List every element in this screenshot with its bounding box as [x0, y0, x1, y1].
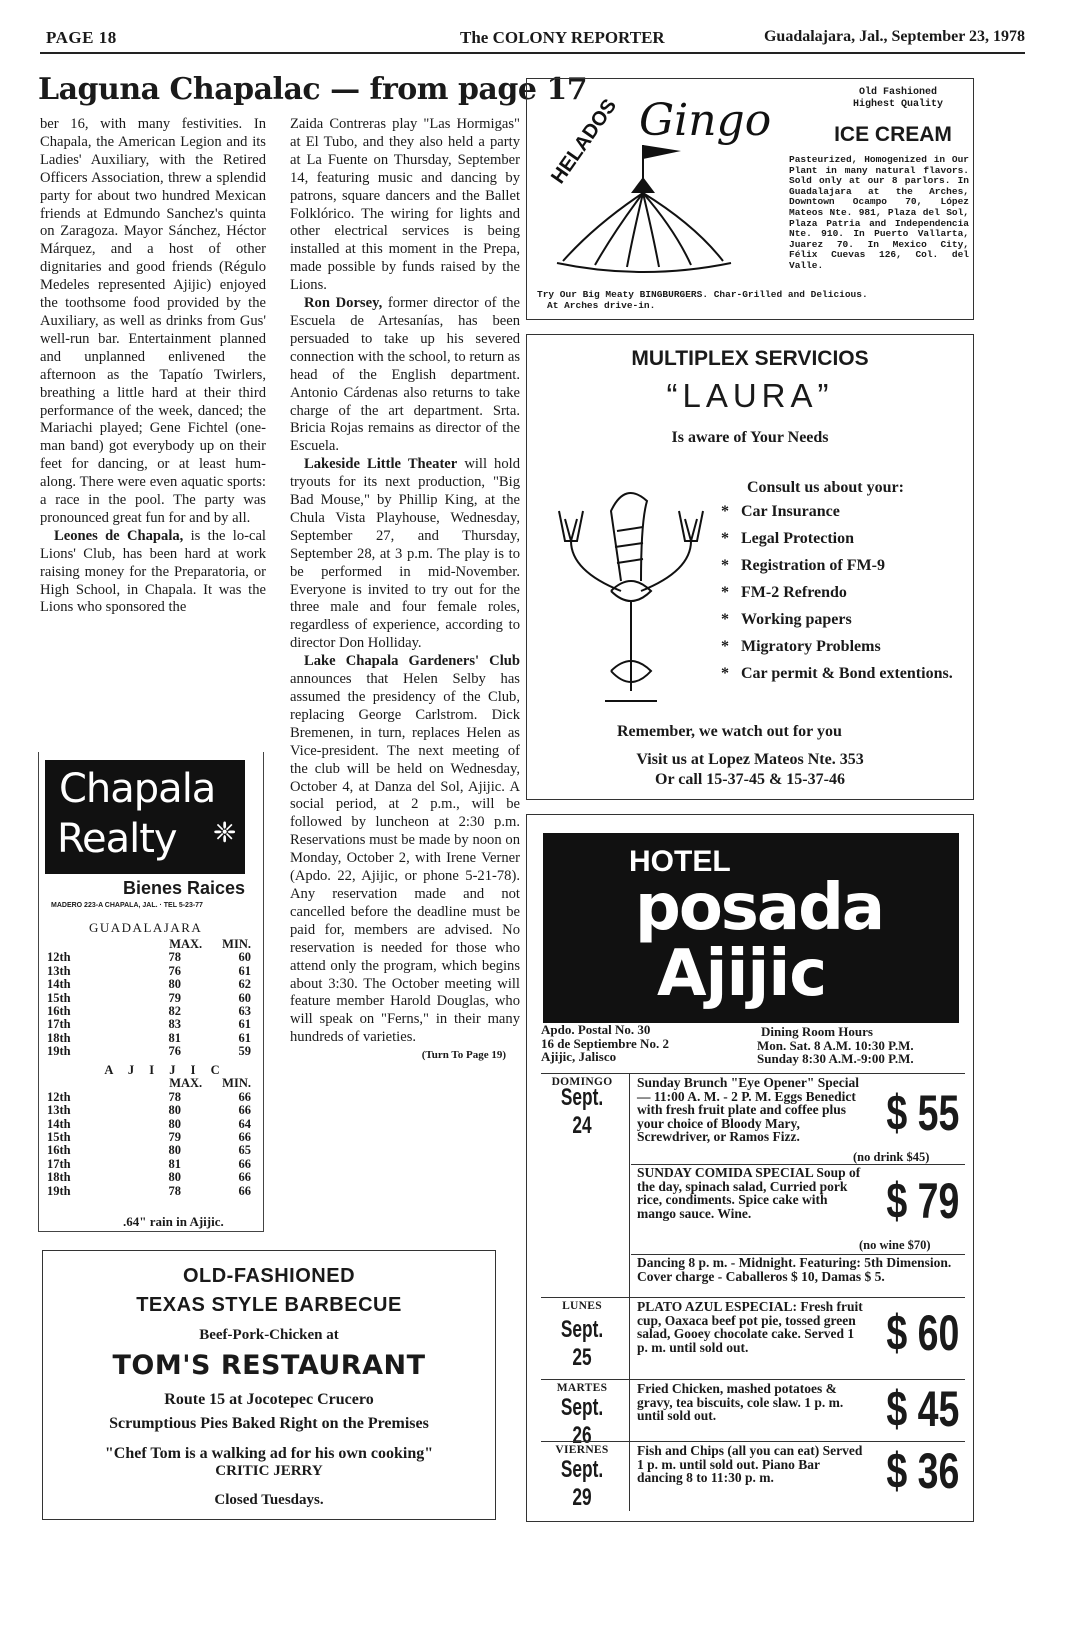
service-label: Migratory Problems	[741, 638, 881, 655]
menu-divider	[629, 1298, 630, 1379]
min-label: MIN.	[222, 1076, 251, 1091]
multiplex-call: Or call 15-37-45 & 15-37-46	[655, 771, 845, 788]
service-item	[721, 557, 971, 575]
torch-emblem-icon	[551, 471, 711, 711]
ice-cream-title: ICE CREAM	[834, 123, 952, 146]
weather-day: 16th	[47, 1143, 71, 1158]
weather-row	[47, 951, 253, 964]
weather-row	[47, 1104, 253, 1117]
comida-price: $ 79	[886, 1173, 959, 1229]
hotel-hours	[757, 1025, 914, 1066]
weather-day: 15th	[47, 990, 71, 1005]
hotel-address-line: 16 de Septiembre No. 2	[541, 1035, 669, 1051]
weather-max: 82	[168, 1004, 181, 1019]
weather-table-ajijic	[47, 1064, 253, 1198]
weather-day: 17th	[47, 1156, 71, 1171]
weather-min: 66	[238, 1130, 251, 1145]
article-column-2	[290, 116, 520, 1065]
hotel-address	[541, 1023, 669, 1064]
weather-min: 60	[238, 950, 251, 965]
service-item	[721, 530, 971, 548]
realty-star-icon: ❈	[213, 816, 237, 849]
weather-row	[47, 1171, 253, 1184]
monday-text: PLATO AZUL ESPECIAL: Fresh fruit cup, Oaxaca beef pot pie, tossed green salad, Gooey chocolate cake. Served 1 p. m. until sold out.	[637, 1299, 863, 1355]
weather-max: 80	[168, 977, 181, 992]
dancing-text: Dancing 8 p. m. - Midnight. Featuring: 5th Dimension. Cover charge - Caballeros $ 10, Damas $ 5.	[637, 1255, 952, 1284]
ice-cream-footer	[537, 289, 967, 311]
comida-text: SUNDAY COMIDA SPECIAL Soup of the day, spinach salad, Curried pork rice, condiments. Spice cake with mango sauce. Wine.	[637, 1165, 861, 1221]
hotel-logo-line1: HOTEL	[629, 845, 731, 878]
paragraph-body: former director of the Escuela de Artesanías, has been persuaded to take up his severed connection with the school, to return as head of the English department. Antonio Cárdenas also returns to take charge of the art department. Srta. Bricia Rojas remains as director of the Escuela.	[290, 295, 520, 455]
weather-rows	[47, 951, 253, 1058]
article-paragraph	[40, 528, 266, 618]
service-item	[721, 503, 971, 521]
menu-day: DOMINGO	[551, 1076, 613, 1088]
menu-day: VIERNES	[555, 1444, 609, 1456]
weather-header	[47, 938, 253, 951]
weather-max: 78	[168, 1089, 181, 1104]
service-label: Legal Protection	[741, 530, 855, 547]
article-paragraph	[290, 295, 520, 456]
weather-city-guadalajara: GUADALAJARA	[89, 920, 203, 935]
realty-logo-line1: Chapala	[59, 766, 216, 812]
menu-date: Sept. 26	[560, 1394, 604, 1449]
service-label: Working papers	[741, 611, 852, 628]
asterisk-icon: *	[721, 503, 729, 520]
paragraph-lead: Lake Chapala Gardeners' Club	[304, 653, 520, 670]
article-paragraph	[290, 653, 520, 1047]
weather-min: 66	[238, 1170, 251, 1185]
ice-foot-line: Try Our Big Meaty BINGBURGERS. Char-Grilled and Delicious.	[537, 289, 868, 300]
weather-row	[47, 1032, 253, 1045]
weather-row	[47, 1185, 253, 1198]
helados-logo-icon	[535, 85, 785, 285]
svg-text:HELADOS: HELADOS	[547, 95, 622, 188]
ice-cream-ad	[526, 78, 974, 320]
page-number: PAGE 18	[46, 28, 117, 47]
weather-min: 65	[238, 1143, 251, 1158]
weather-min: 60	[238, 990, 251, 1005]
weather-max: 80	[168, 1170, 181, 1185]
service-item	[721, 584, 971, 602]
weather-min: 64	[238, 1116, 251, 1131]
weather-min: 66	[238, 1156, 251, 1171]
service-label: Car permit & Bond extentions.	[741, 665, 953, 682]
weather-min: 61	[238, 1030, 251, 1045]
ice-old-fashioned	[823, 87, 973, 111]
menu-day: MARTES	[556, 1382, 608, 1394]
weather-day: 18th	[47, 1030, 71, 1045]
weather-max: 76	[168, 963, 181, 978]
hotel-address-line: Ajijic, Jalisco	[541, 1049, 617, 1064]
weather-day: 12th	[47, 950, 71, 965]
asterisk-icon: *	[721, 584, 729, 601]
weather-city-ajijic: A J I J I C	[104, 1063, 226, 1077]
hotel-posada-ad	[526, 814, 974, 1522]
weather-min: 63	[238, 1004, 251, 1019]
hotel-logo-line3: Ajijic	[657, 937, 827, 1011]
weather-max: 80	[168, 1103, 181, 1118]
toms-critic: CRITIC JERRY	[215, 1463, 323, 1479]
asterisk-icon: *	[721, 638, 729, 655]
weather-max: 80	[168, 1116, 181, 1131]
menu-date: Sept. 25	[560, 1316, 604, 1371]
asterisk-icon: *	[721, 665, 729, 682]
weather-max: 81	[168, 1030, 181, 1045]
article-paragraph: ber 16, with many festivities. In Chapala, the American Legion and its Ladies' Auxiliary, with the Retired Officers Association, threw a splendid party for about two hundred Mexican friends at Edmundo Sanchez's quinta on Zaragoza. Mayor Sánchez, Héctor Márquez, and a host of other dignitaries and good friends (Régulo Medeles represented Ajijic) enjoyed the toothsome food provided by the Auxiliary, as well as drinks from Gus' well-run bar. Entertainment planned and unplanned enlivened the afternoon as the Tapatío Twirlers, breathing a little hard at their third performance of the week, danced; the Mariachi played; Gene Fichtel (one-man band) got everybody up on their feet for dancing, or at least hum-along. There were even aquatic sports: a race in the pool. The party was pronounced great fun for and by all.	[40, 116, 266, 526]
tuesday-text: Fried Chicken, mashed potatoes & gravy, tea biscuits, cole slaw. 1 p. m. until sold out.	[637, 1381, 844, 1424]
service-item	[721, 665, 971, 683]
weather-min: 61	[238, 1017, 251, 1032]
realty-address: MADERO 223-A CHAPALA, JAL. · TEL 5-23-77	[51, 902, 203, 909]
weather-day: 16th	[47, 1004, 71, 1019]
bienes-raices: Bienes Raices	[123, 878, 246, 898]
brunch-price: $ 55	[886, 1085, 959, 1141]
weather-max: 79	[168, 1130, 181, 1145]
multiplex-consult: Consult us about your:	[747, 479, 904, 496]
toms-title: TOM'S RESTAURANT	[112, 1350, 426, 1381]
weather-day: 17th	[47, 1017, 71, 1032]
menu-date: Sept. 24	[560, 1084, 604, 1139]
max-label: MAX.	[169, 1076, 203, 1091]
paragraph-body: will hold tryouts for its next production, "Big Bad Mouse," by Phillip King, at the Chula Vista Playhouse, Wednesday, September 27, and Thursday, September 28, at 3 p.m. The play is to be performed in mid-November. Everyone is invited to try out for the three male and four female roles, regardless of experience, according to director Don Holliday.	[290, 456, 521, 652]
toms-quote: "Chef Tom is a walking ad for his own cooking"	[104, 1445, 434, 1462]
weather-day: 19th	[47, 1183, 71, 1198]
weather-rows	[47, 1091, 253, 1198]
hotel-logo-line2: posada	[635, 871, 884, 945]
weather-day: 18th	[47, 1170, 71, 1185]
turn-to-page: (Turn To Page 19)	[421, 1049, 506, 1062]
article-paragraph	[290, 456, 520, 653]
service-item	[721, 638, 971, 656]
realty-logo	[45, 760, 245, 874]
weather-day: 13th	[47, 963, 71, 978]
weather-max: 78	[168, 950, 181, 965]
paragraph-lead: Lakeside Little Theater	[304, 456, 458, 473]
weather-row	[47, 965, 253, 978]
hours-line: Sunday 8:30 A.M.-9:00 P.M.	[757, 1051, 914, 1066]
weather-row	[47, 1018, 253, 1031]
weather-min: 61	[238, 963, 251, 978]
weather-max: 80	[168, 1143, 181, 1158]
hotel-logo	[543, 833, 959, 1023]
weather-min: 66	[238, 1103, 251, 1118]
weather-max: 81	[168, 1156, 181, 1171]
menu-tuesday	[541, 1379, 965, 1449]
weather-min: 59	[238, 1044, 251, 1059]
menu-day: LUNES	[562, 1300, 602, 1312]
weather-min: 66	[238, 1089, 251, 1104]
min-label: MIN.	[222, 937, 251, 951]
toms-line: Scrumptious Pies Baked Right on the Premises	[109, 1415, 429, 1432]
weather-row	[47, 992, 253, 1005]
service-label: Car Insurance	[741, 503, 840, 520]
weather-day: 13th	[47, 1103, 71, 1118]
toms-line: TEXAS STYLE BARBECUE	[136, 1294, 402, 1316]
weather-min: 66	[238, 1183, 251, 1198]
asterisk-icon: *	[721, 557, 729, 574]
multiplex-services-list	[721, 503, 971, 692]
weather-day: 12th	[47, 1089, 71, 1104]
weather-min: 62	[238, 977, 251, 992]
friday-price: $ 36	[886, 1443, 959, 1499]
paragraph-lead: Leones de Chapala,	[54, 527, 184, 544]
paragraph-lead: Ron Dorsey,	[304, 295, 383, 312]
toms-line: Route 15 at Jocotepec Crucero	[164, 1391, 374, 1408]
toms-line: OLD-FASHIONED	[182, 1265, 356, 1287]
menu-divider	[629, 1380, 630, 1441]
tuesday-price: $ 45	[886, 1381, 959, 1437]
weather-row	[47, 1045, 253, 1058]
asterisk-icon: *	[721, 530, 729, 547]
article-paragraph: Zaida Contreras play "Las Hormigas" at El Tubo, and they also held a party at La Fuente on Thursday, September 14, featuring music and dancing by patrons, square dancers and the Ballet Folklórico. The wiring for lights and other electrical services is being installed at this moment in the Prepa, made possible by funds raised by the Lions.	[290, 116, 520, 294]
ice-old-label: Old Fashioned	[858, 87, 937, 98]
realty-logo-line2: Realty	[57, 816, 177, 862]
svg-text:Gingo: Gingo	[639, 95, 772, 146]
weather-row	[47, 1005, 253, 1018]
comida-note: (no wine $70)	[859, 1238, 931, 1252]
weather-row	[47, 1131, 253, 1144]
multiplex-tagline: Is aware of Your Needs	[671, 429, 829, 446]
toms-closed: Closed Tuesdays.	[214, 1492, 324, 1508]
brunch-note: (no drink $45)	[853, 1150, 930, 1164]
weather-row	[47, 1144, 253, 1157]
menu-friday	[541, 1441, 965, 1511]
dateline: Guadalajara, Jal., September 23, 1978	[763, 28, 1025, 45]
ice-cream-description: Pasteurized, Homogenized in Our Plant in many natural flavors. Sold only at our 8 parlors. In Guadalajara at the Arches, Downtown Ocampo 70, López Mateos Nte. 981, Plaza del Sol, Plaza Patria and Independencia Nte. 910. In Puerto Vallarta, Juarez 70. In Mexico City, Félix Cuevas 126, Col. del Valle.	[789, 154, 969, 271]
weather-day: 15th	[47, 1130, 71, 1145]
article-headline: Laguna Chapalac — from page 17	[38, 72, 588, 107]
weather-day: 19th	[47, 1044, 71, 1059]
multiplex-title: MULTIPLEX SERVICIOS	[631, 347, 869, 370]
masthead	[40, 24, 1025, 54]
multiplex-remember: Remember, we watch out for you	[617, 723, 842, 740]
rain-note: .64" rain in Ajijic.	[123, 1214, 224, 1229]
hours-title: Dining Room Hours	[761, 1024, 873, 1039]
weather-max: 78	[168, 1183, 181, 1198]
weather-day: 14th	[47, 977, 71, 992]
paragraph-body: is the lo-cal Lions' Club, has been hard at work raising money for the Preparatoria, or High School, in Chapala. It was the Lions who sponsored the	[40, 527, 266, 616]
friday-text: Fish and Chips (all you can eat) Served 1 p. m. until sold out. Piano Bar dancing 8 to 11:30 p. m.	[637, 1443, 863, 1486]
menu-monday	[541, 1297, 965, 1379]
max-label: MAX.	[169, 937, 203, 951]
multiplex-name: “LAURA”	[666, 377, 834, 414]
weather-max: 83	[168, 1017, 181, 1032]
menu-sunday	[541, 1073, 965, 1297]
weather-row	[47, 1158, 253, 1171]
hours-line: Mon. Sat. 8 A.M. 10:30 P.M.	[757, 1037, 914, 1053]
toms-restaurant-ad	[42, 1250, 496, 1520]
publication-name: The COLONY REPORTER	[460, 28, 665, 47]
monday-price: $ 60	[886, 1305, 959, 1361]
weather-max: 79	[168, 990, 181, 1005]
multiplex-visit: Visit us at Lopez Mateos Nte. 353	[636, 751, 864, 768]
service-label: FM-2 Refrendo	[741, 584, 847, 601]
toms-line: Beef-Pork-Chicken at	[199, 1327, 339, 1343]
weather-header	[47, 1077, 253, 1090]
menu-date: Sept. 29	[560, 1456, 604, 1511]
ice-foot-line: At Arches drive-in.	[547, 300, 656, 311]
weather-day: 14th	[47, 1116, 71, 1131]
asterisk-icon: *	[721, 611, 729, 628]
weather-row	[47, 978, 253, 991]
service-label: Registration of FM-9	[741, 557, 885, 574]
weather-max: 76	[168, 1044, 181, 1059]
weather-table-guadalajara	[47, 938, 253, 1059]
chapala-realty-ad	[38, 752, 264, 1232]
service-item	[721, 611, 971, 629]
hotel-address-line: Apdo. Postal No. 30	[541, 1022, 651, 1037]
weather-row	[47, 1091, 253, 1104]
multiplex-ad	[526, 334, 974, 800]
article-column-1	[40, 116, 266, 617]
paragraph-body: announces that Helen Selby has assumed the presidency of the Club, replacing George Carlstrom. Dick Bremenen, in turn, replaces Helen as Vice-president. The next meeting of the club will be held on Wednesday, October 4, at Danza del Sol, Ajijic. A social period, at 2 p.m., will be followed by luncheon at 2:30 p.m. Reservations must be made by noon on Monday, October 2, with Irene Verner (Apdo. 22, Ajijic, or phone 5-21-78). Any reservation made and not cancelled before the deadline must be paid for, members are advised. No reservation is needed for those who attend only the program, which begins about 3:30. The October meeting will feature member Harold Douglas, who will speak on "Ferns," in their many hundreds of varieties.	[290, 671, 520, 1046]
weather-row	[47, 1118, 253, 1131]
ice-quality-label: Highest Quality	[852, 99, 943, 110]
menu-divider	[629, 1442, 630, 1511]
brunch-text: Sunday Brunch "Eye Opener" Special — 11:00 A. M. - 2 P. M. Eggs Benedict with fresh fruit plate and coffee plus your choice of Bloody Mary, Screwdriver, or Ramos Fizz.	[637, 1075, 860, 1145]
menu-divider	[629, 1074, 630, 1297]
